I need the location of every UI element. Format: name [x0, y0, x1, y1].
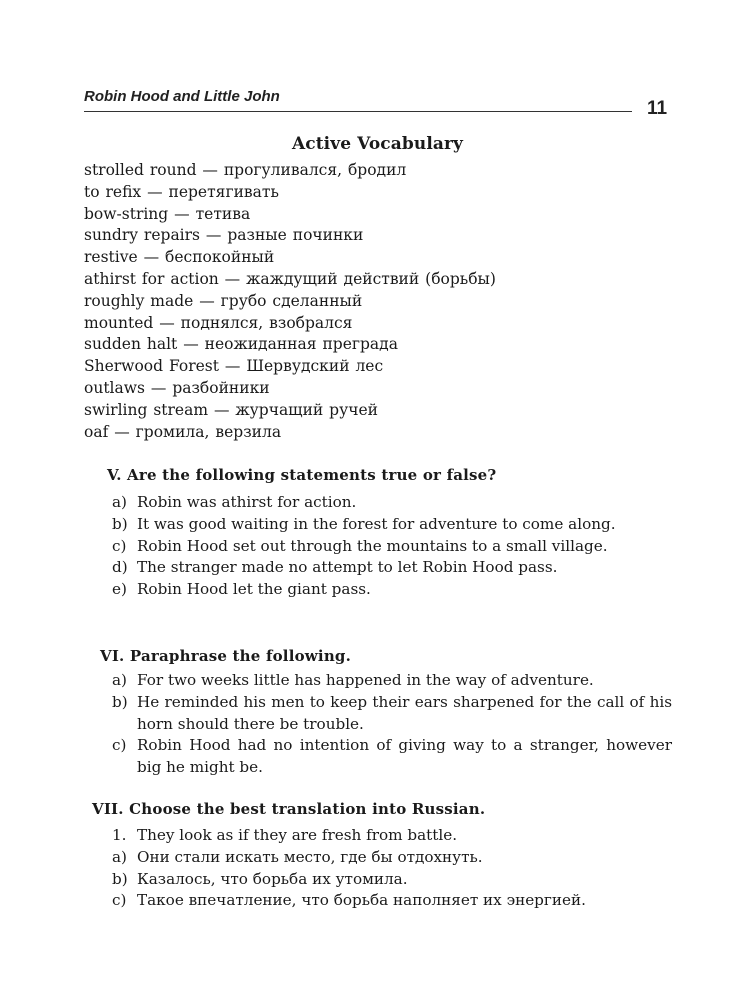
item-text: The stranger made no attempt to let Robin Hood pass. — [137, 558, 558, 577]
item-marker: a) — [112, 847, 127, 866]
item-text: Они стали искать место, где бы отдохнуть. — [137, 847, 483, 866]
exercise-vii-heading: VII. Choose the best translation into Russian. — [92, 800, 486, 818]
vocabulary-entry: sudden halt — неожиданная преграда — [84, 335, 398, 354]
vocabulary-entry: restive — беспокойный — [84, 248, 275, 267]
vocabulary-entry: bow-string — тетива — [84, 204, 251, 223]
item-text: Robin Hood set out through the mountains to a small village. — [137, 536, 608, 555]
list-item — [112, 514, 672, 536]
item-text: Robin was athirst for action. — [137, 493, 357, 511]
list-item — [112, 692, 672, 736]
item-marker: b) — [112, 692, 128, 711]
list-item — [112, 869, 672, 891]
list-item — [112, 557, 672, 579]
item-marker: c) — [112, 891, 127, 910]
exercise-vii-items — [112, 825, 672, 912]
vocabulary-entry: mounted — поднялся, взобрался — [84, 313, 353, 332]
item-marker: b) — [112, 514, 128, 533]
vocabulary-entry: swirling stream — журчащий ручей — [84, 400, 378, 419]
header-rule — [84, 111, 632, 112]
item-marker: d) — [112, 558, 128, 577]
list-item — [112, 579, 672, 601]
vocabulary-list — [84, 160, 674, 443]
item-text: Robin Hood had no intention of giving way to a stranger, however big he might be. — [137, 736, 672, 777]
exercise-v-items — [112, 492, 672, 601]
vocabulary-entry: Sherwood Forest — Шервудский лес — [84, 357, 384, 376]
item-marker: a) — [112, 493, 127, 511]
item-text: It was good waiting in the forest for adventure to come along. — [137, 514, 616, 533]
item-text: He reminded his men to keep their ears sharpened for the call of his horn should there be trouble. — [137, 692, 672, 733]
vocabulary-entry: to refix — перетягивать — [84, 182, 279, 201]
running-title: Robin Hood and Little John — [84, 88, 280, 105]
list-item — [112, 536, 672, 558]
exercise-vi-items — [112, 670, 672, 779]
page-number: 11 — [647, 98, 668, 119]
list-item — [112, 735, 672, 779]
item-text: Robin Hood let the giant pass. — [137, 580, 371, 599]
item-text: They look as if they are fresh from battle. — [137, 826, 458, 844]
list-item — [112, 890, 672, 912]
item-marker: c) — [112, 736, 127, 755]
list-item — [112, 670, 672, 692]
item-text: Такое впечатление, что борьба наполняет их энергией. — [137, 891, 586, 910]
list-item — [112, 825, 672, 847]
vocabulary-entry: athirst for action — жаждущий действий (борьбы) — [84, 269, 496, 288]
item-text: Казалось, что борьба их утомила. — [137, 869, 408, 888]
list-item — [112, 492, 672, 514]
vocabulary-entry: roughly made — грубо сделанный — [84, 291, 363, 310]
vocabulary-entry: strolled round — прогуливался, бродил — [84, 161, 407, 179]
exercise-vi-heading: VI. Paraphrase the following. — [100, 647, 352, 665]
list-item — [112, 847, 672, 869]
vocabulary-entry: oaf — громила, верзила — [84, 422, 282, 441]
exercise-v-heading: V. Are the following statements true or false? — [107, 466, 497, 484]
item-marker: e) — [112, 580, 127, 599]
item-marker: b) — [112, 869, 128, 888]
item-marker: a) — [112, 671, 127, 689]
item-text: For two weeks little has happened in the way of adventure. — [137, 671, 594, 689]
vocabulary-entry: sundry repairs — разные починки — [84, 226, 364, 245]
item-marker: 1. — [112, 826, 127, 844]
item-marker: c) — [112, 536, 127, 555]
vocabulary-title: Active Vocabulary — [291, 134, 464, 154]
vocabulary-entry: outlaws — разбойники — [84, 378, 270, 397]
